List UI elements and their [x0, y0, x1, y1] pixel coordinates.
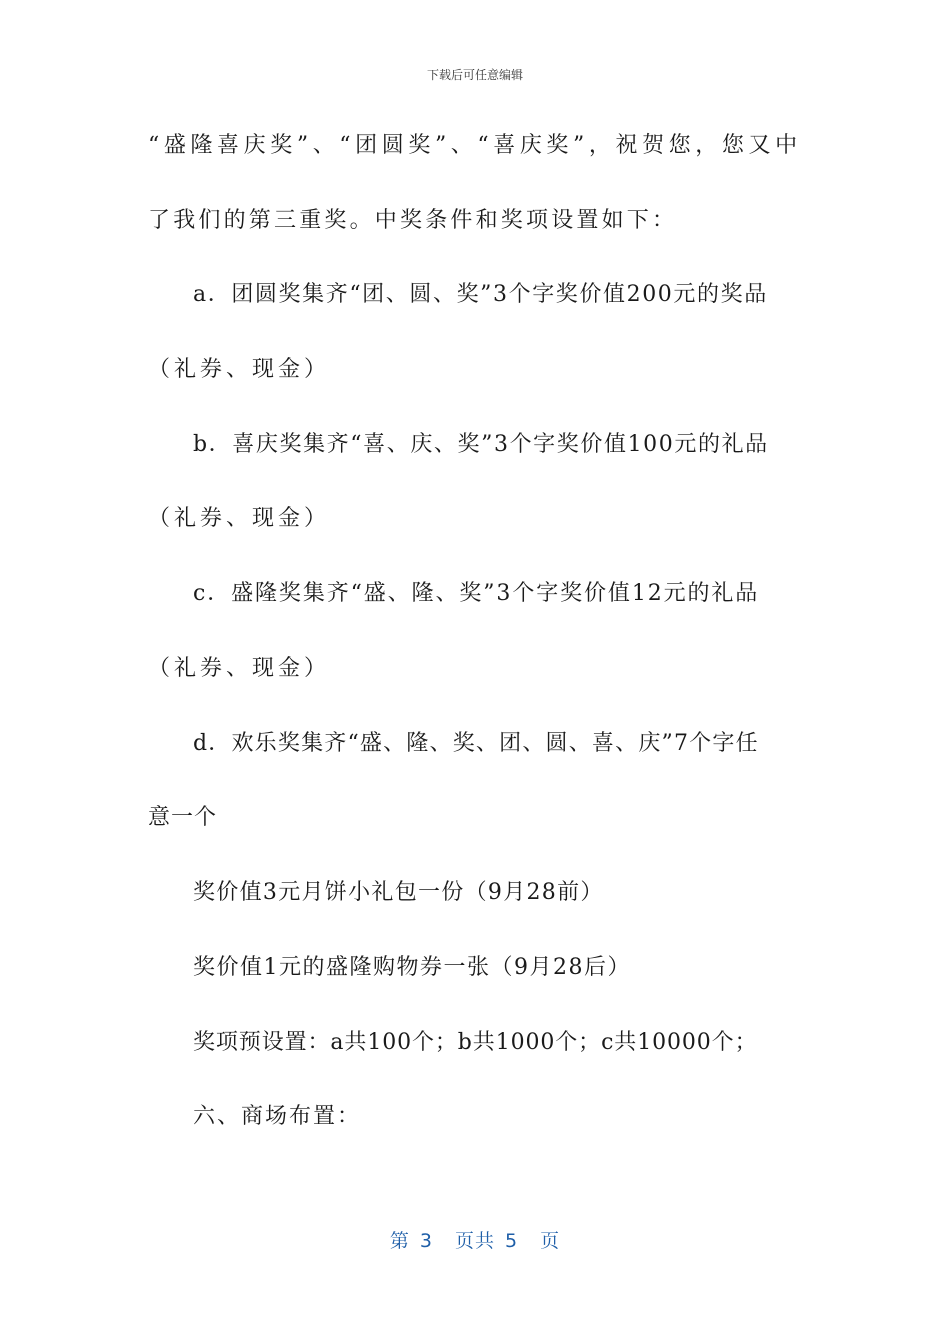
body-line: 奖项预设置：a共100个；b共1000个；c共10000个；	[193, 1030, 758, 1055]
body-line: （礼券、现金）	[148, 656, 331, 681]
footer-middle: 页共	[454, 1230, 495, 1252]
section-heading: 六、商场布置：	[193, 1104, 362, 1129]
body-line: b．喜庆奖集齐“喜、庆、奖”3个字奖价值100元的礼品	[193, 432, 769, 457]
page-header-note: 下载后可任意编辑	[426, 68, 523, 82]
body-line: d．欢乐奖集齐“盛、隆、奖、团、圆、喜、庆”7个字任	[193, 731, 759, 756]
body-line: 意一个	[148, 805, 218, 830]
current-page-number: 3	[419, 1230, 433, 1252]
body-line: c．盛隆奖集齐“盛、隆、奖”3个字奖价值12元的礼品	[193, 581, 760, 606]
footer-prefix: 第	[389, 1230, 410, 1252]
page-number-footer	[0, 1226, 950, 1253]
body-line: 奖价值1元的盛隆购物券一张（9月28后）	[193, 955, 631, 980]
body-line: “盛隆喜庆奖”、“团圆奖”、“喜庆奖”，祝贺您，您又中	[148, 133, 802, 158]
body-line: 奖价值3元月饼小礼包一份（9月28前）	[193, 880, 604, 905]
footer-suffix: 页	[540, 1230, 561, 1252]
total-pages-number: 5	[505, 1230, 519, 1252]
body-line: 了我们的第三重奖。中奖条件和奖项设置如下：	[148, 208, 678, 233]
body-line: a．团圆奖集齐“团、圆、奖”3个字奖价值200元的奖品	[193, 282, 768, 307]
body-line: （礼券、现金）	[148, 357, 331, 382]
body-line: （礼券、现金）	[148, 506, 331, 531]
